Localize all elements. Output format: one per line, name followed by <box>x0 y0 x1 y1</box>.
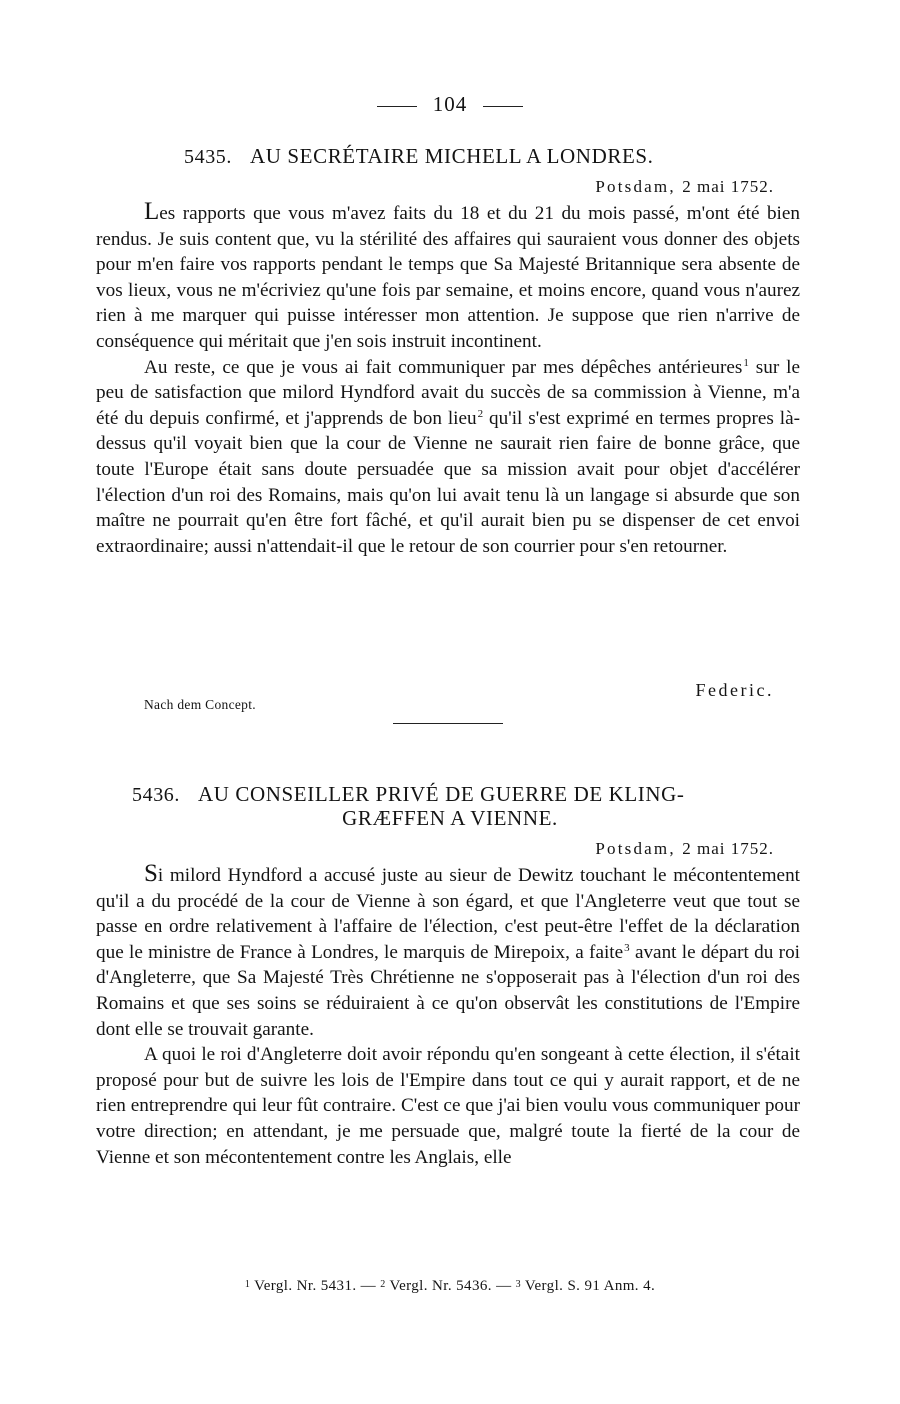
footnote-text: Vergl. S. 91 Anm. 4. <box>524 1278 656 1294</box>
letter-5436-dateline <box>595 839 774 859</box>
paragraph-text: sur le peu de satisfaction que milord Hyndford avait du succès de sa commission à Vienne, m'a été du depuis confirmé, et j'apprends de bon lieu <box>96 356 800 429</box>
dateline-date: 2 mai 1752. <box>682 839 774 858</box>
paragraph-text: qu'il s'est exprimé en termes propres là-dessus qu'il voyait bien que la cour de Vienne ne saurait rien faire de bonne grâce, que toute l'Europe était sans doute persuadée que sa mission avait pour objet d'accélérer l'élection d'un roi des Romains, mais qu'on lui avait tenu là un langage si absurde que son maître ne pourrait qu'en être fort fâché, et qu'il aurait bien pu se dispenser de cet envoi extraordinaire; aussi n'attendait-il que le retour de son courrier pour s'en retourner. <box>96 407 801 557</box>
footnote-separator: — <box>360 1278 377 1294</box>
paragraph-text: Au reste, ce que je vous ai fait communiquer par mes dépêches antérieures <box>144 356 743 378</box>
letter-5436-heading-line-2 <box>0 806 900 831</box>
letter-number: 5436. <box>132 784 180 806</box>
paragraph-text: i milord Hyndford a accusé juste au sieur de Dewitz touchant le mécontentement qu'il a du procédé de la cour de Vienne à son égard, et que l'Angleterre veut que tout se passe en ordre relativement à l'affaire de l'élection, c'est peut-être l'effet de la déclaration que le ministre de France à Londres, le marquis de Mirepoix, a faite <box>96 865 800 963</box>
source-note: Nach dem Concept. <box>144 697 256 712</box>
letter-5435-dateline <box>595 177 774 197</box>
footnote-2 <box>380 1278 492 1294</box>
letter-5436-paragraph-1 <box>96 860 800 1042</box>
letter-5435-paragraph-1 <box>96 198 800 355</box>
footnote-text: Vergl. Nr. 5436. <box>389 1278 492 1294</box>
paragraph-text: A quoi le roi d'Angleterre doit avoir répondu qu'en songeant à cette élection, il s'était proposé pour but de suivre les lois de l'Empire dans tout ce qui y aurait rapport, et de ne rien entreprendre qui leur fût contraire. C'est ce que j'ai bien voulu vous communiquer pour votre direction; en attendant, je me persuade que, malgré toute la fierté de la cour de Vienne et son mécontentement contre les Anglais, elle <box>96 1044 800 1168</box>
initial-letter: S <box>144 860 158 887</box>
footnote-mark: 2 <box>380 1279 386 1290</box>
footnote-mark: 1 <box>244 1279 251 1290</box>
page-number-text: 104 <box>432 92 468 116</box>
footnote-text: Vergl. Nr. 5431. <box>254 1278 357 1294</box>
letter-number: 5435. <box>184 146 232 168</box>
dateline-date: 2 mai 1752. <box>682 177 774 196</box>
paragraph-text: es rapports que vous m'avez faits du 18 et du 21 du mois passé, m'ont été bien rendus. Je suis content que, vu la stérilité des affaires qui sauraient vous donner des objets pour m'en faire vos rapports pendant le temps que Sa Majesté Britannique sera absente de vos lieux, vous ne m'écriviez qu'une fois par semaine, et moins encore, quand vous n'aurez rien à me marquer qui puisse intéresser mon attention. Je suppose que rien n'arrive de conséquence qui méritait que j'en sois instruit incontinent. <box>96 203 800 352</box>
letter-5435-paragraph-2 <box>96 355 800 560</box>
footnote-separator: — <box>496 1278 512 1294</box>
letter-recipient: AU SECRÉTAIRE MICHELL A LONDRES. <box>250 144 654 168</box>
letter-5435-body <box>96 198 801 559</box>
letter-5436-paragraph-2 <box>96 1042 800 1170</box>
footnote-marker: 3 <box>624 941 630 954</box>
letter-5436-heading-line-1 <box>132 782 685 807</box>
paragraph-text: avant le départ du roi d'Angleterre, que Sa Majesté Très Chrétienne ne s'opposerait pas à l'élection d'un roi des Romains et que ses soins se réduiraient à ce qu'on observât les constitutions de l'Empire dont elle se trouvait garante. <box>96 941 800 1040</box>
section-divider <box>393 723 503 724</box>
footnote-marker: 2 <box>477 407 484 420</box>
letter-recipient-continued: GRÆFFEN A VIENNE. <box>342 806 558 830</box>
page-number-dash-right <box>483 106 523 107</box>
signature: Federic. <box>695 680 774 700</box>
initial-letter: L <box>144 198 160 225</box>
footnote-mark: 3 <box>515 1279 522 1290</box>
letter-5436-body <box>96 860 800 1170</box>
footnote-3 <box>516 1278 656 1294</box>
footnote-1 <box>245 1278 357 1294</box>
dateline-place: Potsdam, <box>595 839 676 858</box>
letter-5435-heading <box>184 144 654 169</box>
page-number-dash-left <box>377 106 417 107</box>
dateline-place: Potsdam, <box>595 177 676 196</box>
footnotes <box>0 1278 900 1295</box>
page-number <box>0 92 900 117</box>
letter-recipient: AU CONSEILLER PRIVÉ DE GUERRE DE KLING- <box>198 782 685 806</box>
footnote-marker: 1 <box>743 356 749 369</box>
